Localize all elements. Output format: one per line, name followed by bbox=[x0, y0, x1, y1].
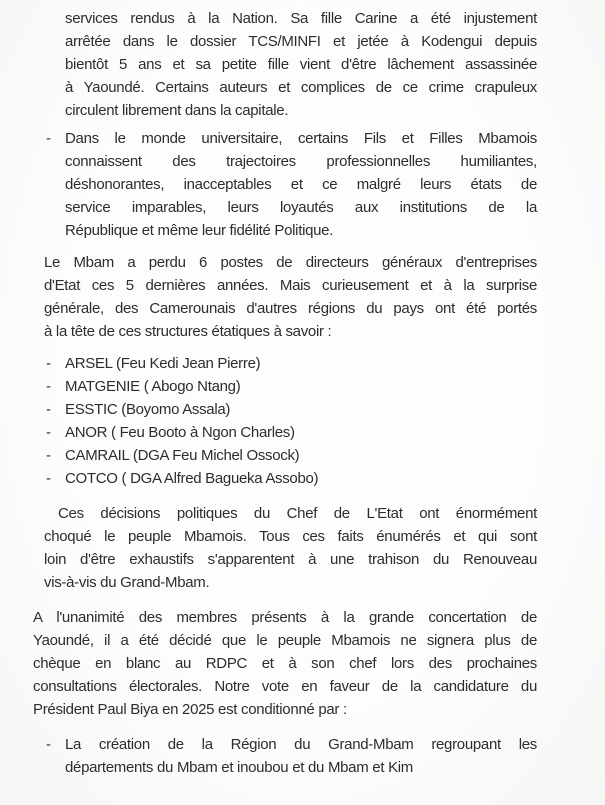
text-line: arrêtée dans le dossier TCS/MINFI et jetée à Kodengui depuis bbox=[65, 33, 537, 50]
text-line: choqué le peuple Mbamois. Tous ces faits énumérés et qui sont bbox=[44, 528, 537, 545]
bullet-marker: - bbox=[46, 470, 51, 487]
text-line: générale, des Camerounais d'autres régions du pays ont été portés bbox=[44, 300, 537, 317]
list-item bbox=[46, 375, 537, 398]
text-line: à Yaoundé. Certains auteurs et complices de ce crime crapuleux bbox=[65, 79, 537, 96]
list-item-text: MATGENIE ( Abogo Ntang) bbox=[65, 378, 241, 395]
list-item bbox=[46, 467, 537, 490]
text-line: loin d'être exhaustifs s'apparentent à une trahison du Renouveau bbox=[44, 551, 537, 568]
list-item-text: COTCO ( DGA Alfred Bagueka Assobo) bbox=[65, 470, 319, 487]
list-item-text: ESSTIC (Boyomo Assala) bbox=[65, 401, 231, 418]
text-line: connaissent des trajectoires professionnelles humiliantes, bbox=[65, 153, 537, 170]
paragraph bbox=[44, 502, 537, 594]
list-item-text: ANOR ( Feu Booto à Ngon Charles) bbox=[65, 424, 295, 441]
text-line: circulent librement dans la capitale. bbox=[65, 102, 289, 119]
bullet-list bbox=[0, 352, 537, 490]
text-line: Ces décisions politiques du Chef de L'Etat ont énormément bbox=[58, 505, 537, 522]
bullet-marker: - bbox=[46, 401, 51, 418]
text-line: bientôt 5 ans et sa petite fille vient d'être lâchement assassinée bbox=[65, 56, 537, 73]
text-line: La création de la Région du Grand-Mbam regroupant les bbox=[65, 736, 537, 753]
list-item bbox=[46, 444, 537, 467]
text-line: Dans le monde universitaire, certains Fils et Filles Mbamois bbox=[65, 130, 537, 147]
text-line: déshonorantes, inacceptables et ce malgré leurs états de bbox=[65, 176, 537, 193]
text-line: départements du Mbam et inoubou et du Mbam et Kim bbox=[65, 759, 413, 776]
text-line: chèque en blanc au RDPC et à son chef lors des prochaines bbox=[33, 655, 537, 672]
text-line: service imparables, leurs loyautés aux institutions de la bbox=[65, 199, 537, 216]
list-item-text: CAMRAIL (DGA Feu Michel Ossock) bbox=[65, 447, 300, 464]
bullet-marker: - bbox=[46, 447, 51, 464]
text-line: Président Paul Biya en 2025 est conditionné par : bbox=[33, 701, 347, 718]
text-line: vis-à-vis du Grand-Mbam. bbox=[44, 574, 210, 591]
text-line: d'Etat ces 5 dernières années. Mais curieusement et à la surprise bbox=[44, 277, 537, 294]
list-item bbox=[46, 352, 537, 375]
text-line: consultations électorales. Notre vote en faveur de la candidature du bbox=[33, 678, 537, 695]
list-item-text: ARSEL (Feu Kedi Jean Pierre) bbox=[65, 355, 261, 372]
text-line: Le Mbam a perdu 6 postes de directeurs généraux d'entreprises bbox=[44, 254, 537, 271]
list-item bbox=[46, 421, 537, 444]
text-line: A l'unanimité des membres présents à la grande concertation de bbox=[33, 609, 537, 626]
continuation-paragraph bbox=[65, 7, 537, 122]
text-line: République et même leur fidélité Politique. bbox=[65, 222, 334, 239]
text-line: services rendus à la Nation. Sa fille Carine a été injustement bbox=[65, 10, 537, 27]
paragraph bbox=[33, 606, 537, 721]
bullet-item bbox=[46, 733, 537, 779]
bullet-marker: - bbox=[46, 355, 51, 372]
bullet-marker: - bbox=[46, 424, 51, 441]
bullet-marker: - bbox=[46, 736, 51, 753]
text-line: Yaoundé, il a été décidé que le peuple Mbamois ne signera plus de bbox=[33, 632, 537, 649]
paragraph bbox=[44, 251, 537, 343]
text-line: à la tête de ces structures étatiques à savoir : bbox=[44, 323, 332, 340]
bullet-item bbox=[46, 127, 537, 242]
list-item bbox=[46, 398, 537, 421]
bullet-marker: - bbox=[46, 130, 51, 147]
bullet-marker: - bbox=[46, 378, 51, 395]
